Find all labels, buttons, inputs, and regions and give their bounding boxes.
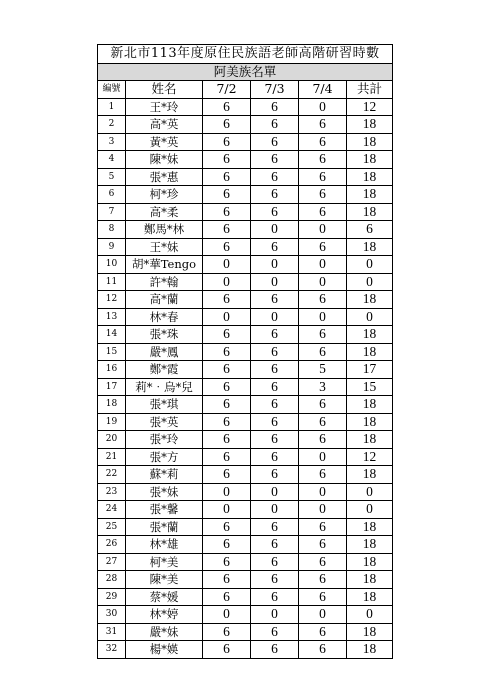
row-name: 張*英: [126, 413, 203, 431]
table-row: [98, 238, 393, 256]
row-hours-date-1: 6: [203, 116, 251, 134]
table-row: [98, 483, 393, 501]
row-number: 26: [98, 536, 126, 554]
row-name: 林*雄: [126, 536, 203, 554]
row-hours-date-3: 0: [299, 256, 347, 274]
row-hours-date-2: 0: [251, 483, 299, 501]
row-name: 陳*妹: [126, 151, 203, 169]
row-total: 18: [347, 641, 393, 659]
row-hours-date-2: 6: [251, 186, 299, 204]
row-total: 17: [347, 361, 393, 379]
row-hours-date-1: 6: [203, 413, 251, 431]
row-name: 張*方: [126, 448, 203, 466]
row-hours-date-3: 6: [299, 396, 347, 414]
table-body: [98, 98, 393, 658]
table-row: [98, 116, 393, 134]
table-row: [98, 501, 393, 519]
table-row: [98, 413, 393, 431]
column-header-row: [98, 81, 393, 99]
header-date-2: 7/3: [251, 81, 299, 99]
list-subtitle: 阿美族名單: [98, 64, 393, 81]
row-number: 8: [98, 221, 126, 239]
row-hours-date-1: 6: [203, 133, 251, 151]
row-name: 張*馨: [126, 501, 203, 519]
table-row: [98, 536, 393, 554]
table-row: [98, 168, 393, 186]
row-hours-date-1: 6: [203, 98, 251, 116]
row-number: 31: [98, 623, 126, 641]
row-total: 18: [347, 291, 393, 309]
row-number: 6: [98, 186, 126, 204]
row-hours-date-1: 6: [203, 378, 251, 396]
table-row: [98, 291, 393, 309]
table-row: [98, 641, 393, 659]
row-hours-date-2: 6: [251, 378, 299, 396]
header-date-1: 7/2: [203, 81, 251, 99]
row-hours-date-3: 3: [299, 378, 347, 396]
table-row: [98, 151, 393, 169]
row-hours-date-1: 6: [203, 396, 251, 414]
row-hours-date-3: 6: [299, 168, 347, 186]
row-number: 27: [98, 553, 126, 571]
table-row: [98, 256, 393, 274]
row-total: 18: [347, 571, 393, 589]
row-number: 7: [98, 203, 126, 221]
row-total: 18: [347, 151, 393, 169]
row-name: 張*玲: [126, 431, 203, 449]
row-hours-date-1: 0: [203, 256, 251, 274]
row-number: 11: [98, 273, 126, 291]
row-number: 18: [98, 396, 126, 414]
table-row: [98, 588, 393, 606]
row-hours-date-3: 6: [299, 431, 347, 449]
row-hours-date-1: 6: [203, 466, 251, 484]
row-hours-date-1: 6: [203, 326, 251, 344]
row-number: 3: [98, 133, 126, 151]
row-name: 蔡*媛: [126, 588, 203, 606]
row-name: 莉*‧烏*兒: [126, 378, 203, 396]
row-number: 9: [98, 238, 126, 256]
row-hours-date-3: 0: [299, 273, 347, 291]
row-number: 30: [98, 606, 126, 624]
header-name: 姓名: [126, 81, 203, 99]
row-total: 18: [347, 431, 393, 449]
row-hours-date-1: 0: [203, 501, 251, 519]
row-hours-date-1: 0: [203, 483, 251, 501]
row-name: 楊*媖: [126, 641, 203, 659]
row-hours-date-3: 6: [299, 133, 347, 151]
row-hours-date-2: 6: [251, 238, 299, 256]
row-hours-date-3: 6: [299, 326, 347, 344]
row-hours-date-3: 6: [299, 151, 347, 169]
row-hours-date-3: 6: [299, 518, 347, 536]
row-name: 黃*英: [126, 133, 203, 151]
row-total: 0: [347, 256, 393, 274]
row-hours-date-2: 6: [251, 448, 299, 466]
row-hours-date-1: 6: [203, 641, 251, 659]
row-hours-date-2: 0: [251, 273, 299, 291]
row-hours-date-1: 0: [203, 273, 251, 291]
row-total: 18: [347, 553, 393, 571]
row-name: 嚴*妹: [126, 623, 203, 641]
row-hours-date-2: 6: [251, 588, 299, 606]
row-hours-date-2: 6: [251, 396, 299, 414]
row-hours-date-2: 6: [251, 98, 299, 116]
row-number: 15: [98, 343, 126, 361]
row-name: 胡*華Tengo: [126, 256, 203, 274]
row-hours-date-2: 6: [251, 413, 299, 431]
row-number: 32: [98, 641, 126, 659]
row-number: 12: [98, 291, 126, 309]
row-name: 張*蘭: [126, 518, 203, 536]
row-name: 蘇*莉: [126, 466, 203, 484]
table-row: [98, 98, 393, 116]
row-name: 嚴*鳳: [126, 343, 203, 361]
row-number: 29: [98, 588, 126, 606]
table-row: [98, 448, 393, 466]
row-name: 鄭*霞: [126, 361, 203, 379]
row-hours-date-2: 0: [251, 501, 299, 519]
row-hours-date-3: 0: [299, 308, 347, 326]
row-number: 2: [98, 116, 126, 134]
row-hours-date-2: 6: [251, 466, 299, 484]
row-total: 0: [347, 273, 393, 291]
row-total: 18: [347, 116, 393, 134]
row-number: 4: [98, 151, 126, 169]
table-row: [98, 361, 393, 379]
row-hours-date-1: 0: [203, 606, 251, 624]
row-number: 20: [98, 431, 126, 449]
row-hours-date-1: 6: [203, 151, 251, 169]
row-hours-date-2: 6: [251, 343, 299, 361]
table-row: [98, 343, 393, 361]
row-hours-date-1: 6: [203, 536, 251, 554]
row-hours-date-2: 6: [251, 536, 299, 554]
row-total: 0: [347, 501, 393, 519]
row-hours-date-3: 6: [299, 186, 347, 204]
row-name: 高*柔: [126, 203, 203, 221]
row-hours-date-3: 0: [299, 221, 347, 239]
row-total: 18: [347, 238, 393, 256]
row-number: 14: [98, 326, 126, 344]
row-hours-date-2: 6: [251, 623, 299, 641]
row-hours-date-2: 6: [251, 151, 299, 169]
row-hours-date-2: 0: [251, 308, 299, 326]
row-total: 18: [347, 413, 393, 431]
row-total: 12: [347, 98, 393, 116]
row-hours-date-3: 6: [299, 466, 347, 484]
row-hours-date-3: 0: [299, 501, 347, 519]
table-row: [98, 431, 393, 449]
row-hours-date-3: 0: [299, 606, 347, 624]
row-hours-date-3: 6: [299, 413, 347, 431]
row-hours-date-2: 0: [251, 606, 299, 624]
table-row: [98, 308, 393, 326]
row-hours-date-3: 6: [299, 571, 347, 589]
row-hours-date-3: 6: [299, 291, 347, 309]
row-hours-date-1: 6: [203, 203, 251, 221]
row-number: 13: [98, 308, 126, 326]
row-name: 柯*珍: [126, 186, 203, 204]
row-number: 22: [98, 466, 126, 484]
row-total: 18: [347, 396, 393, 414]
table-row: [98, 623, 393, 641]
row-hours-date-1: 6: [203, 588, 251, 606]
row-hours-date-2: 6: [251, 133, 299, 151]
row-hours-date-3: 0: [299, 483, 347, 501]
row-name: 王*妹: [126, 238, 203, 256]
row-hours-date-1: 6: [203, 186, 251, 204]
row-hours-date-3: 6: [299, 553, 347, 571]
table-row: [98, 203, 393, 221]
row-name: 張*琪: [126, 396, 203, 414]
row-hours-date-3: 6: [299, 343, 347, 361]
row-hours-date-1: 0: [203, 308, 251, 326]
row-total: 15: [347, 378, 393, 396]
table-row: [98, 606, 393, 624]
row-number: 25: [98, 518, 126, 536]
row-hours-date-2: 0: [251, 256, 299, 274]
attendance-table: [97, 44, 393, 659]
row-hours-date-2: 6: [251, 553, 299, 571]
table-row: [98, 221, 393, 239]
header-date-3: 7/4: [299, 81, 347, 99]
row-hours-date-2: 6: [251, 361, 299, 379]
row-number: 10: [98, 256, 126, 274]
row-hours-date-1: 6: [203, 623, 251, 641]
row-hours-date-1: 6: [203, 571, 251, 589]
row-hours-date-1: 6: [203, 291, 251, 309]
table-row: [98, 571, 393, 589]
row-hours-date-3: 5: [299, 361, 347, 379]
row-hours-date-2: 6: [251, 431, 299, 449]
row-total: 0: [347, 606, 393, 624]
row-name: 高*蘭: [126, 291, 203, 309]
row-number: 5: [98, 168, 126, 186]
row-hours-date-2: 6: [251, 571, 299, 589]
row-total: 18: [347, 343, 393, 361]
row-hours-date-3: 6: [299, 623, 347, 641]
row-hours-date-1: 6: [203, 518, 251, 536]
row-total: 0: [347, 483, 393, 501]
row-name: 鄭馬*林: [126, 221, 203, 239]
row-number: 28: [98, 571, 126, 589]
row-hours-date-2: 6: [251, 641, 299, 659]
row-hours-date-3: 6: [299, 536, 347, 554]
row-total: 12: [347, 448, 393, 466]
row-total: 18: [347, 186, 393, 204]
table-row: [98, 396, 393, 414]
row-hours-date-2: 6: [251, 116, 299, 134]
row-number: 23: [98, 483, 126, 501]
header-total: 共計: [347, 81, 393, 99]
row-name: 林*春: [126, 308, 203, 326]
row-total: 18: [347, 536, 393, 554]
header-number: 編號: [98, 81, 126, 99]
row-total: 18: [347, 133, 393, 151]
table-row: [98, 378, 393, 396]
document-title: 新北市113年度原住民族語老師高階研習時數: [98, 45, 393, 64]
table-row: [98, 518, 393, 536]
table-row: [98, 186, 393, 204]
row-hours-date-1: 6: [203, 361, 251, 379]
row-hours-date-1: 6: [203, 238, 251, 256]
row-hours-date-3: 0: [299, 448, 347, 466]
row-total: 18: [347, 466, 393, 484]
row-name: 許*翰: [126, 273, 203, 291]
row-total: 18: [347, 203, 393, 221]
row-hours-date-2: 6: [251, 326, 299, 344]
row-hours-date-1: 6: [203, 431, 251, 449]
row-hours-date-3: 6: [299, 203, 347, 221]
row-name: 王*玲: [126, 98, 203, 116]
row-hours-date-3: 6: [299, 641, 347, 659]
row-number: 21: [98, 448, 126, 466]
row-total: 18: [347, 168, 393, 186]
row-total: 0: [347, 308, 393, 326]
row-hours-date-1: 6: [203, 343, 251, 361]
row-hours-date-1: 6: [203, 553, 251, 571]
row-number: 16: [98, 361, 126, 379]
row-name: 柯*美: [126, 553, 203, 571]
row-hours-date-2: 6: [251, 518, 299, 536]
table-row: [98, 326, 393, 344]
row-name: 陳*美: [126, 571, 203, 589]
row-total: 18: [347, 518, 393, 536]
row-number: 24: [98, 501, 126, 519]
row-hours-date-3: 0: [299, 98, 347, 116]
row-hours-date-1: 6: [203, 221, 251, 239]
table-row: [98, 133, 393, 151]
row-number: 17: [98, 378, 126, 396]
row-name: 高*英: [126, 116, 203, 134]
row-hours-date-1: 6: [203, 168, 251, 186]
row-total: 18: [347, 588, 393, 606]
row-total: 18: [347, 326, 393, 344]
table-row: [98, 553, 393, 571]
row-hours-date-3: 6: [299, 588, 347, 606]
row-hours-date-1: 6: [203, 448, 251, 466]
row-number: 1: [98, 98, 126, 116]
row-total: 6: [347, 221, 393, 239]
row-name: 張*珠: [126, 326, 203, 344]
row-hours-date-2: 6: [251, 168, 299, 186]
row-name: 張*惠: [126, 168, 203, 186]
row-number: 19: [98, 413, 126, 431]
row-name: 林*婷: [126, 606, 203, 624]
row-hours-date-2: 0: [251, 221, 299, 239]
row-hours-date-2: 6: [251, 291, 299, 309]
row-total: 18: [347, 623, 393, 641]
row-hours-date-3: 6: [299, 238, 347, 256]
row-hours-date-2: 6: [251, 203, 299, 221]
row-name: 張*妹: [126, 483, 203, 501]
row-hours-date-3: 6: [299, 116, 347, 134]
table-row: [98, 273, 393, 291]
table-row: [98, 466, 393, 484]
